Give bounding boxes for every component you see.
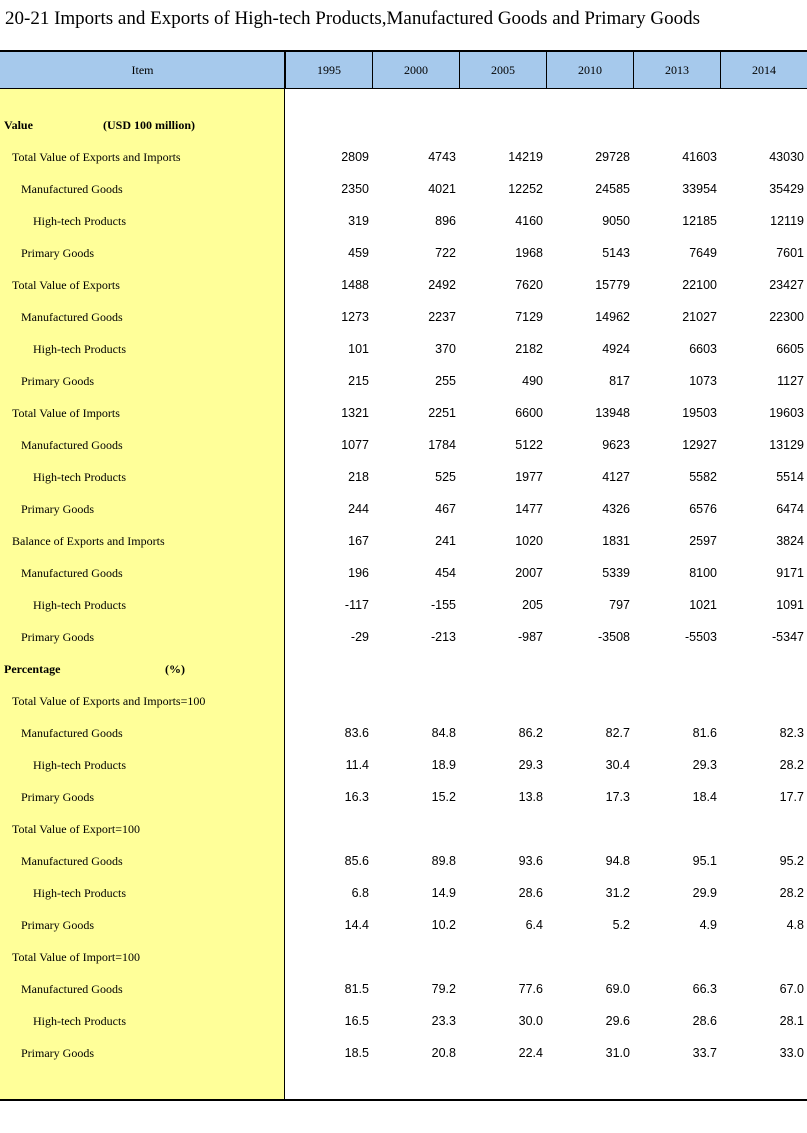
cell-value: 12119	[770, 214, 804, 228]
cell-value: 95.2	[779, 854, 804, 868]
cell-value: 29.6	[605, 1014, 630, 1028]
cell-value: 12252	[508, 182, 543, 196]
row-label: Total Value of Import=100	[12, 950, 141, 964]
cell-value: 66.3	[692, 982, 717, 996]
cell-value: 69.0	[605, 982, 630, 996]
table-row	[0, 589, 807, 621]
cell-value: 490	[522, 374, 543, 388]
cell-value: 1273	[341, 310, 369, 324]
cell-value: 15.2	[431, 790, 456, 804]
cell-value: 82.3	[779, 726, 804, 740]
cell-value: 459	[348, 246, 369, 260]
table-row	[0, 333, 807, 365]
cell-value: 19603	[769, 406, 804, 420]
table-row	[0, 269, 807, 301]
row-label: Balance of Exports and Imports	[12, 534, 165, 548]
column-header-item: Item	[131, 63, 154, 77]
cell-value: 33.7	[692, 1046, 717, 1060]
row-label: Total Value of Exports and Imports=100	[12, 694, 206, 708]
cell-value: 67.0	[779, 982, 804, 996]
table-header	[0, 52, 807, 89]
cell-value: 4160	[515, 214, 543, 228]
cell-value: 4326	[602, 502, 630, 516]
cell-value: 19503	[682, 406, 717, 420]
cell-value: 1968	[515, 246, 543, 260]
cell-value: 29.3	[518, 758, 543, 772]
cell-value: 31.0	[605, 1046, 630, 1060]
cell-value: 41603	[682, 150, 717, 164]
cell-value: 16.5	[344, 1014, 369, 1028]
cell-value: 11.4	[345, 758, 369, 772]
cell-value: 85.6	[344, 854, 369, 868]
cell-value: 10.2	[431, 918, 456, 932]
cell-value: 8100	[689, 566, 717, 580]
cell-value: 28.1	[779, 1014, 804, 1028]
cell-value: 5143	[602, 246, 630, 260]
cell-value: 77.6	[518, 982, 543, 996]
cell-value: 13948	[595, 406, 630, 420]
cell-value: -987	[517, 630, 543, 644]
row-label: Primary Goods	[21, 790, 94, 804]
cell-value: 167	[348, 534, 369, 548]
row-label: Total Value of Exports	[12, 278, 120, 292]
table-row	[0, 717, 807, 749]
cell-value: 15779	[595, 278, 630, 292]
cell-value: 6603	[689, 342, 717, 356]
cell-value: 23.3	[431, 1014, 456, 1028]
cell-value: 89.8	[431, 854, 456, 868]
cell-value: 29.3	[692, 758, 717, 772]
cell-value: 241	[435, 534, 456, 548]
cell-value: 4127	[602, 470, 630, 484]
row-label: Primary Goods	[21, 374, 94, 388]
cell-value: 1977	[515, 470, 543, 484]
section-label: Value	[4, 118, 33, 132]
table-row	[0, 237, 807, 269]
row-label: High-tech Products	[33, 886, 126, 900]
table-row	[0, 525, 807, 557]
cell-value: 86.2	[518, 726, 543, 740]
section-header-row	[0, 109, 807, 141]
cell-value: 4.8	[786, 918, 804, 932]
table-row	[0, 621, 807, 653]
table-row	[0, 1037, 807, 1069]
cell-value: 5582	[689, 470, 717, 484]
cell-value: 94.8	[605, 854, 630, 868]
row-label: Total Value of Exports and Imports	[12, 150, 181, 164]
cell-value: 79.2	[431, 982, 456, 996]
cell-value: 95.1	[692, 854, 717, 868]
cell-value: 43030	[769, 150, 804, 164]
cell-value: 2350	[341, 182, 369, 196]
row-label: Manufactured Goods	[21, 566, 123, 580]
table-row	[0, 141, 807, 173]
cell-value: 18.5	[344, 1046, 369, 1060]
cell-value: 4924	[602, 342, 630, 356]
cell-value: 84.8	[431, 726, 456, 740]
cell-value: 1488	[341, 278, 369, 292]
cell-value: 5339	[602, 566, 630, 580]
table-row	[0, 941, 807, 973]
cell-value: 30.0	[518, 1014, 543, 1028]
row-label: Manufactured Goods	[21, 182, 123, 196]
column-header-year: 2013	[633, 52, 720, 88]
cell-value: 93.6	[518, 854, 543, 868]
cell-value: 205	[522, 598, 543, 612]
cell-value: 1784	[428, 438, 456, 452]
unit-label: (USD 100 million)	[103, 118, 196, 132]
cell-value: 17.7	[779, 790, 804, 804]
cell-value: 81.5	[344, 982, 369, 996]
cell-value: 1021	[689, 598, 717, 612]
row-label: Total Value of Imports	[12, 406, 120, 420]
cell-value: 896	[435, 214, 456, 228]
cell-value: 4743	[428, 150, 456, 164]
cell-value: 6600	[515, 406, 543, 420]
table-row	[0, 749, 807, 781]
cell-value: 4.9	[699, 918, 717, 932]
table-row	[0, 301, 807, 333]
cell-value: 215	[348, 374, 369, 388]
cell-value: 1091	[776, 598, 804, 612]
cell-value: 2492	[428, 278, 456, 292]
cell-value: 1831	[602, 534, 630, 548]
cell-value: 28.2	[779, 886, 804, 900]
cell-value: 13129	[769, 438, 804, 452]
unit-label: (%)	[165, 662, 185, 676]
table-row	[0, 205, 807, 237]
cell-value: 28.2	[779, 758, 804, 772]
cell-value: -213	[430, 630, 456, 644]
cell-value: 722	[435, 246, 456, 260]
cell-value: 7601	[776, 246, 804, 260]
cell-value: 28.6	[518, 886, 543, 900]
table-row	[0, 813, 807, 845]
cell-value: 244	[348, 502, 369, 516]
cell-value: 4021	[428, 182, 456, 196]
table-row	[0, 685, 807, 717]
section-label: Percentage	[4, 662, 61, 676]
cell-value: 1077	[341, 438, 369, 452]
cell-value: 29728	[595, 150, 630, 164]
cell-value: 2809	[341, 150, 369, 164]
row-label: Primary Goods	[21, 246, 94, 260]
cell-value: 35429	[769, 182, 804, 196]
cell-value: 31.2	[605, 886, 630, 900]
cell-value: 30.4	[605, 758, 630, 772]
row-label: Manufactured Goods	[21, 854, 123, 868]
cell-value: -155	[430, 598, 456, 612]
row-label: Primary Goods	[21, 1046, 94, 1060]
cell-value: -29	[350, 630, 369, 644]
cell-value: 22100	[682, 278, 717, 292]
cell-value: 1321	[341, 406, 369, 420]
cell-value: 370	[435, 342, 456, 356]
page-title: 20-21 Imports and Exports of High-tech Products,Manufactured Goods and Primary Goods	[5, 8, 700, 29]
column-header-year: 2005	[459, 52, 546, 88]
cell-value: 12927	[682, 438, 717, 452]
cell-value: 23427	[769, 278, 804, 292]
table-row	[0, 461, 807, 493]
table-row	[0, 557, 807, 589]
cell-value: 18.9	[431, 758, 456, 772]
cell-value: 2007	[515, 566, 543, 580]
cell-value: 33954	[682, 182, 717, 196]
cell-value: 797	[609, 598, 630, 612]
cell-value: 33.0	[779, 1046, 804, 1060]
column-header-year: 1995	[285, 52, 372, 88]
row-label: Primary Goods	[21, 502, 94, 516]
cell-value: 17.3	[605, 790, 630, 804]
cell-value: -3508	[598, 630, 630, 644]
table-row	[0, 909, 807, 941]
cell-value: 525	[435, 470, 456, 484]
cell-value: 101	[348, 342, 369, 356]
cell-value: 22300	[769, 310, 804, 324]
cell-value: 1020	[515, 534, 543, 548]
cell-value: 9171	[776, 566, 804, 580]
cell-value: 3824	[776, 534, 804, 548]
cell-value: 218	[348, 470, 369, 484]
cell-value: 14219	[508, 150, 543, 164]
cell-value: 319	[348, 214, 369, 228]
table-row	[0, 973, 807, 1005]
section-header-row	[0, 653, 807, 685]
row-label: Manufactured Goods	[21, 726, 123, 740]
row-label: Primary Goods	[21, 918, 94, 932]
cell-value: 24585	[595, 182, 630, 196]
cell-value: 6474	[776, 502, 804, 516]
row-label: High-tech Products	[33, 1014, 126, 1028]
cell-value: 29.9	[692, 886, 717, 900]
cell-value: 6605	[776, 342, 804, 356]
cell-value: 7649	[689, 246, 717, 260]
bottom-rule	[0, 1099, 807, 1101]
cell-value: 5122	[515, 438, 543, 452]
cell-value: 14.4	[344, 918, 369, 932]
cell-value: 5.2	[612, 918, 630, 932]
row-label: Total Value of Export=100	[12, 822, 141, 836]
cell-value: 1127	[777, 374, 804, 388]
cell-value: 6.8	[351, 886, 369, 900]
row-label: Primary Goods	[21, 630, 94, 644]
cell-value: 255	[435, 374, 456, 388]
row-label: High-tech Products	[33, 758, 126, 772]
cell-value: 14.9	[431, 886, 456, 900]
row-label: Manufactured Goods	[21, 982, 123, 996]
table-row	[0, 365, 807, 397]
cell-value: 6576	[689, 502, 717, 516]
cell-value: 9050	[602, 214, 630, 228]
table-row	[0, 429, 807, 461]
row-label: High-tech Products	[33, 214, 126, 228]
row-label: Manufactured Goods	[21, 310, 123, 324]
cell-value: 14962	[595, 310, 630, 324]
cell-value: 9623	[602, 438, 630, 452]
cell-value: 83.6	[344, 726, 369, 740]
column-header-year: 2010	[546, 52, 633, 88]
row-label: Manufactured Goods	[21, 438, 123, 452]
cell-value: 5514	[776, 470, 804, 484]
cell-value: 7129	[515, 310, 543, 324]
row-label: High-tech Products	[33, 598, 126, 612]
cell-value: 21027	[682, 310, 717, 324]
table-row	[0, 493, 807, 525]
cell-value: 1073	[689, 374, 717, 388]
cell-value: 2597	[689, 534, 717, 548]
column-header-year: 2000	[372, 52, 459, 88]
table-row	[0, 781, 807, 813]
cell-value: 196	[348, 566, 369, 580]
cell-value: 817	[609, 374, 630, 388]
cell-value: 454	[435, 566, 456, 580]
cell-value: 2182	[515, 342, 543, 356]
table-row	[0, 173, 807, 205]
cell-value: 81.6	[692, 726, 717, 740]
cell-value: 12185	[682, 214, 717, 228]
cell-value: -5503	[685, 630, 717, 644]
row-label: High-tech Products	[33, 342, 126, 356]
cell-value: 20.8	[431, 1046, 456, 1060]
cell-value: 16.3	[344, 790, 369, 804]
cell-value: 28.6	[692, 1014, 717, 1028]
cell-value: 2237	[428, 310, 456, 324]
cell-value: 82.7	[605, 726, 630, 740]
cell-value: -117	[344, 598, 369, 612]
cell-value: 18.4	[692, 790, 717, 804]
cell-value: -5347	[772, 630, 804, 644]
column-header-year: 2014	[720, 52, 807, 88]
cell-value: 1477	[515, 502, 543, 516]
cell-value: 2251	[428, 406, 456, 420]
table-row	[0, 845, 807, 877]
cell-value: 22.4	[518, 1046, 543, 1060]
cell-value: 13.8	[518, 790, 543, 804]
table-row	[0, 397, 807, 429]
row-label: High-tech Products	[33, 470, 126, 484]
table-row	[0, 877, 807, 909]
cell-value: 6.4	[525, 918, 543, 932]
table-row	[0, 1005, 807, 1037]
cell-value: 467	[435, 502, 456, 516]
cell-value: 7620	[515, 278, 543, 292]
